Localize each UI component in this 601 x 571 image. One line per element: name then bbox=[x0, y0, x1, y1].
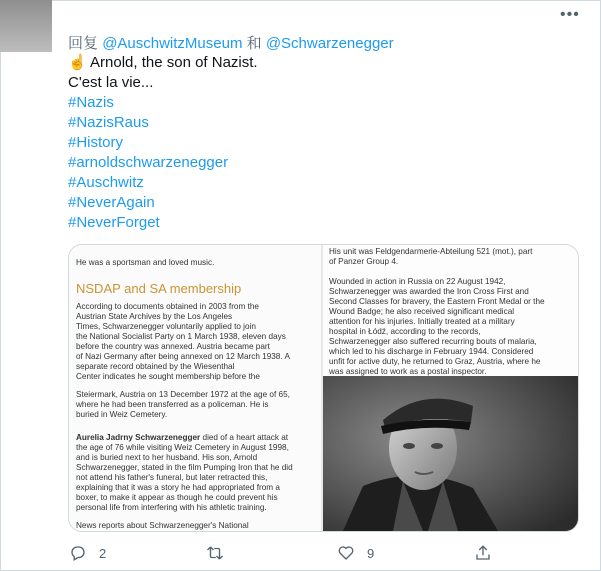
document-screenshot-right bbox=[323, 245, 578, 531]
retweet-icon bbox=[205, 544, 225, 562]
mention-schwarzenegger[interactable]: @Schwarzenegger bbox=[265, 35, 394, 52]
hashtag-nazisraus[interactable]: #NazisRaus bbox=[68, 114, 149, 131]
hashtag-neverforget[interactable]: #NeverForget bbox=[68, 214, 160, 231]
attached-image[interactable] bbox=[68, 244, 579, 532]
hashtag-nazis[interactable]: #Nazis bbox=[68, 94, 114, 111]
avatar[interactable] bbox=[0, 0, 52, 52]
reply-prefix: 回复 bbox=[68, 35, 99, 52]
doc-right-para2-line: was assigned to work as a postal inspector. bbox=[329, 367, 487, 376]
doc-para3-line: explaining that it was a story he had appropriated from a bbox=[76, 483, 280, 492]
hashtag-auschwitz[interactable]: #Auschwitz bbox=[68, 174, 144, 191]
doc-para1-line: separate record obtained by the Wiesenthal bbox=[76, 362, 235, 371]
doc-right-para2-line: hospital in Łódź, according to the records, bbox=[329, 327, 481, 336]
doc-para1-line: Austrian State Archives by the Los Angeles bbox=[76, 312, 233, 321]
doc-right-para2-line: attention for his injuries. Initially treated at a military bbox=[329, 317, 515, 326]
reply-joiner: 和 bbox=[246, 35, 262, 52]
retweet-action[interactable] bbox=[205, 544, 237, 562]
doc-para1-line: Times, Schwarzenegger voluntarily applied to join bbox=[76, 322, 256, 331]
tweet-text-line-2: C'est la vie... bbox=[68, 74, 154, 91]
share-icon bbox=[474, 544, 492, 562]
doc-para1-line: the National Socialist Party on 1 March 1938, eleven days bbox=[76, 332, 286, 341]
doc-right-para2-line: Schwarzenegger was awarded the Iron Cross First and bbox=[329, 287, 529, 296]
reply-count: 2 bbox=[99, 545, 107, 561]
doc-top-line: He was a sportsman and loved music. bbox=[76, 258, 215, 267]
like-count: 9 bbox=[367, 545, 375, 561]
more-options-icon[interactable]: ••• bbox=[560, 6, 580, 23]
doc-para2-line: buried in Weiz Cemetery. bbox=[76, 410, 168, 419]
doc-para3-line: boxer, to make it appear as though he could prevent his bbox=[76, 493, 278, 502]
like-action[interactable] bbox=[337, 544, 374, 562]
doc-para2-line: Steiermark, Austria on 13 December 1972 at the age of 65, bbox=[76, 390, 290, 399]
portrait-illustration bbox=[323, 376, 578, 531]
doc-right-para2-line: Schwarzenegger also suffered recurring bouts of malaria, bbox=[329, 337, 537, 346]
doc-right-para2-line: unfit for active duty, he returned to Graz, Austria, where he bbox=[329, 357, 541, 366]
doc-para3-line: and is buried next to her husband. His son, Arnold bbox=[76, 453, 258, 462]
doc-heading: NSDAP and SA membership bbox=[76, 281, 242, 296]
doc-right-para2-line: Second Classes for bravery, the Eastern Front Medal or the bbox=[329, 297, 545, 306]
mention-auschwitzmuseum[interactable]: @AuschwitzMuseum bbox=[102, 35, 243, 52]
doc-right-para2-line: Wound Badge; he also received significant medical bbox=[329, 307, 515, 316]
share-action[interactable] bbox=[474, 544, 492, 562]
heart-icon bbox=[337, 544, 355, 562]
reply-icon bbox=[69, 544, 87, 562]
doc-para1-line: before the country was annexed. Austria became part bbox=[76, 342, 270, 351]
doc-para3-line: the age of 76 while visiting Weiz Cemetery in August 1998, bbox=[76, 443, 289, 452]
portrait-photo bbox=[323, 376, 578, 531]
doc-para3-line: personal life from interfering with his athletic training. bbox=[76, 503, 267, 512]
doc-para3-line: died of a heart attack at bbox=[200, 433, 289, 442]
hashtag-history[interactable]: #History bbox=[68, 134, 124, 151]
doc-right-para2-line: Wounded in action in Russia on 22 August 1942, bbox=[329, 277, 506, 286]
doc-para3-name: Aurelia Jadrny Schwarzenegger bbox=[76, 433, 201, 442]
doc-para3-line: not attend his father's funeral, but later retracted this, bbox=[76, 473, 268, 482]
reply-action[interactable] bbox=[69, 544, 106, 562]
doc-para3-first-line bbox=[76, 433, 288, 443]
hashtag-neveragain[interactable]: #NeverAgain bbox=[68, 194, 155, 211]
doc-right-para1-line: His unit was Feldgendarmerie-Abteilung 521 (mot.), part bbox=[329, 247, 533, 256]
tweet-text-line-1: ☝️ Arnold, the son of Nazist. bbox=[68, 54, 258, 71]
reply-context bbox=[68, 32, 394, 53]
doc-para3-line: Schwarzenegger, stated in the film Pumping Iron that he did bbox=[76, 463, 293, 472]
doc-para1-line: of Nazi Germany after being annexed on 12 March 1938. A bbox=[76, 352, 290, 361]
doc-para1-line: Center indicates he sought membership before the bbox=[76, 372, 260, 381]
document-screenshot-left bbox=[69, 245, 321, 531]
doc-para2-line: where he had been transferred as a policeman. He is bbox=[76, 400, 269, 409]
doc-bottom-line: News reports about Schwarzenegger's National bbox=[76, 521, 249, 530]
doc-right-para1-line: of Panzer Group 4. bbox=[329, 257, 399, 266]
doc-para1-line: According to documents obtained in 2003 from the bbox=[76, 302, 259, 311]
doc-right-para2-line: which led to his discharge in February 1944. Considered bbox=[329, 347, 534, 356]
hashtag-arnoldschwarzenegger[interactable]: #arnoldschwarzenegger bbox=[68, 154, 229, 171]
